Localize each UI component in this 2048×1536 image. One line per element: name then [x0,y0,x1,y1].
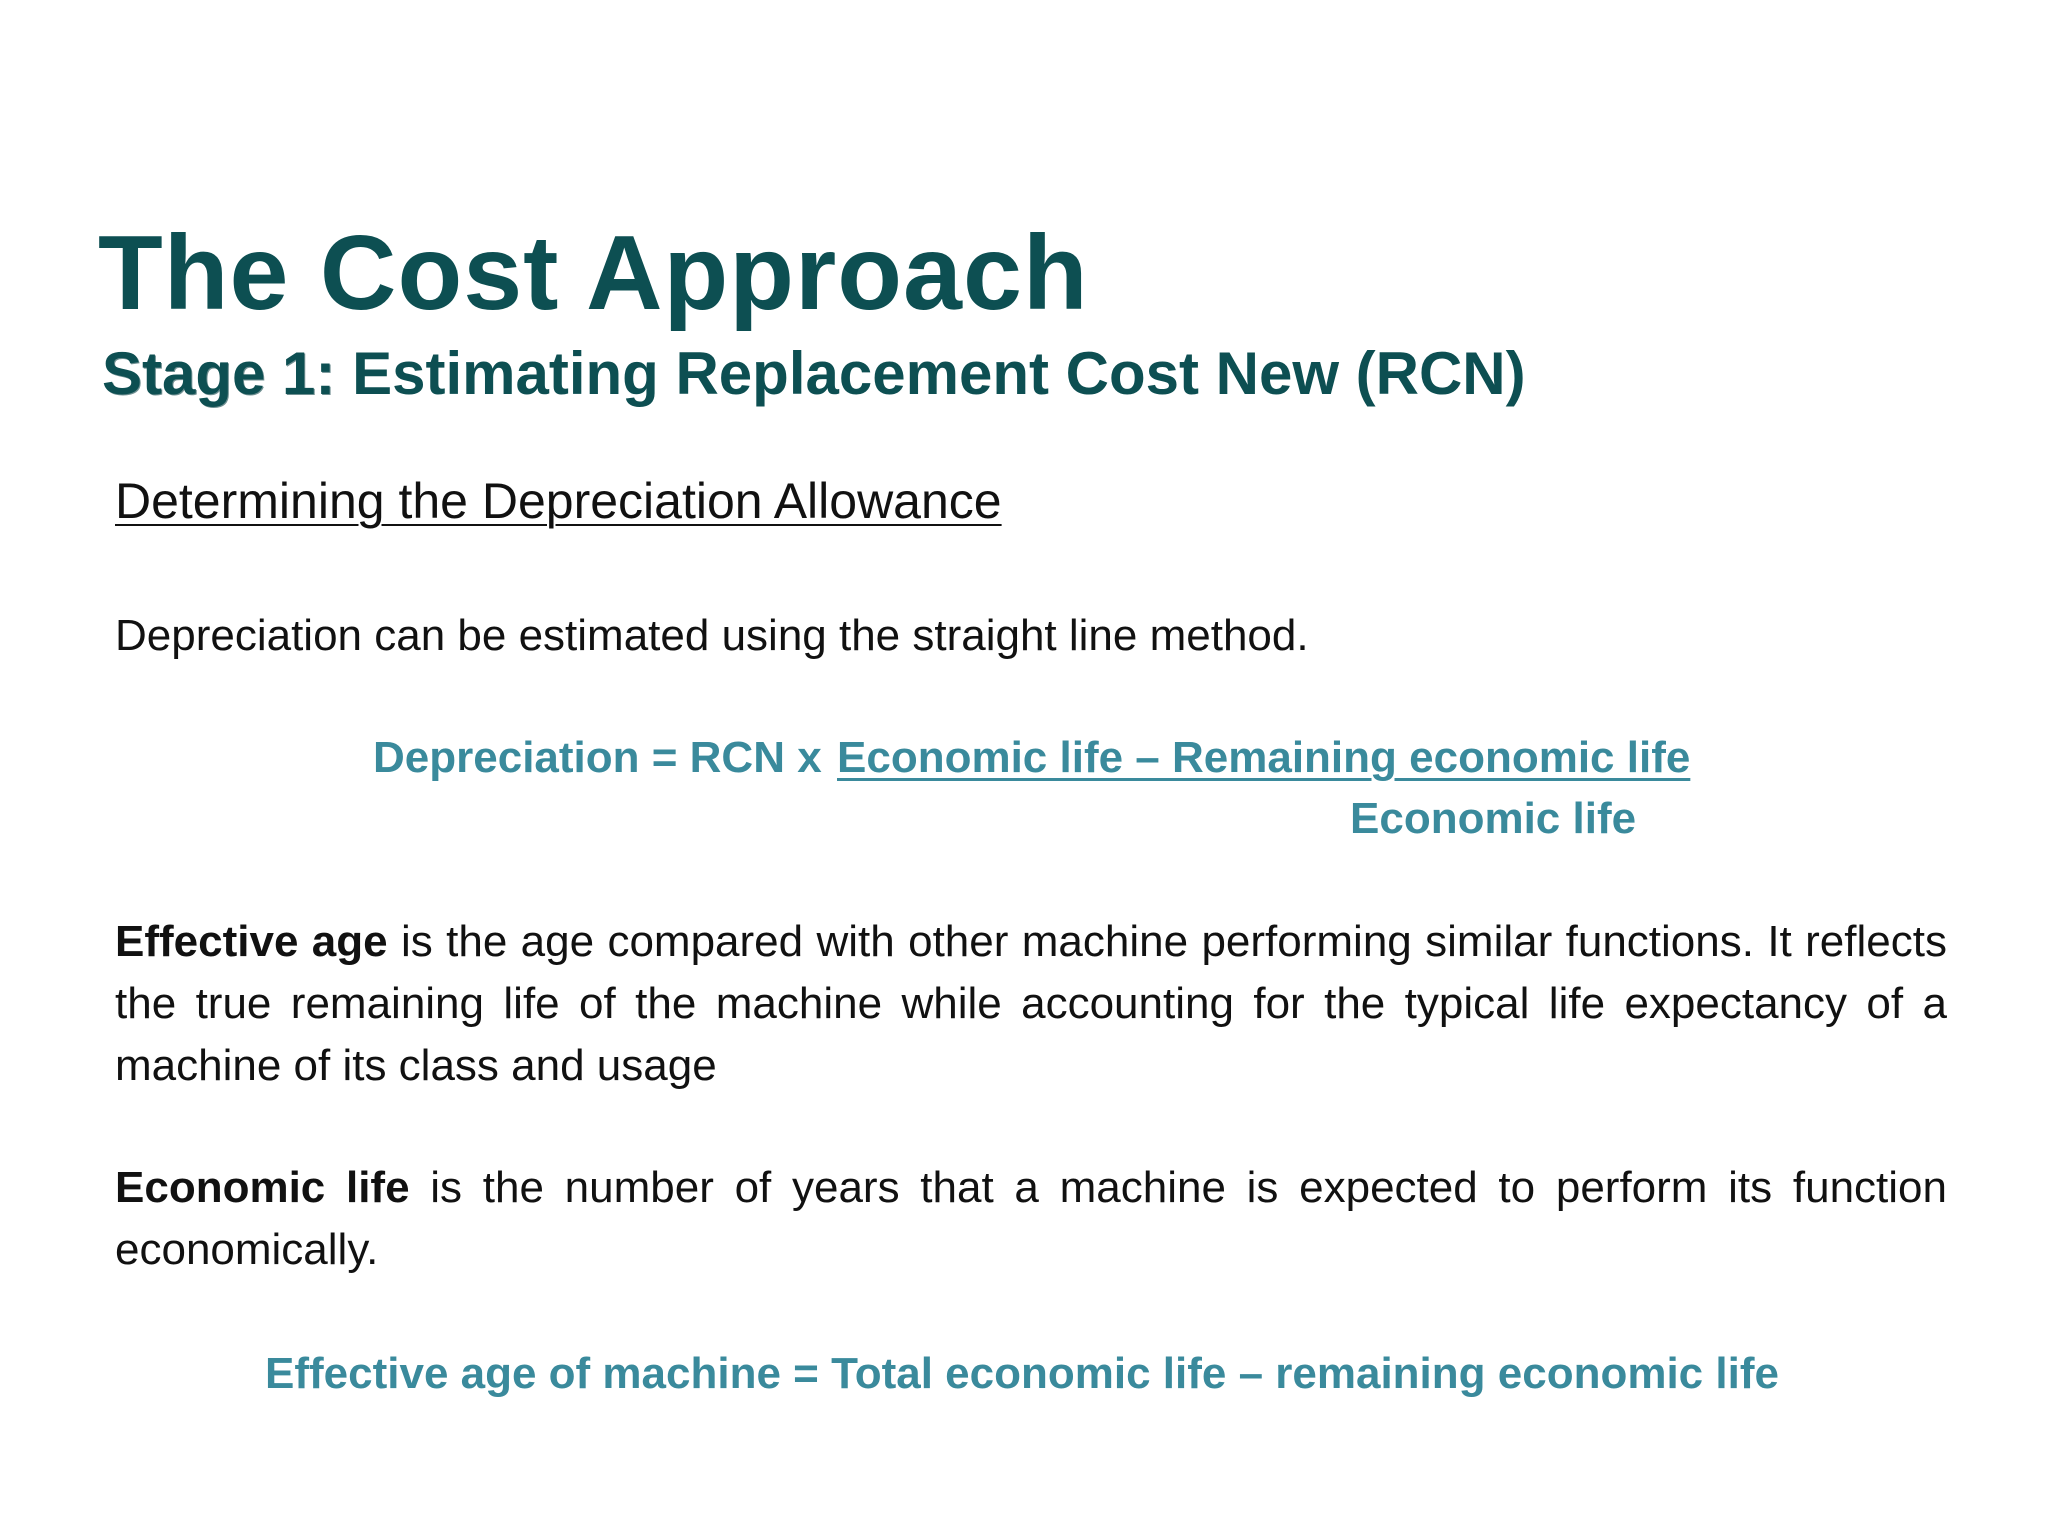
effective-age-formula: Effective age of machine = Total economic life – remaining economic life [265,1349,1779,1398]
intro-text: Depreciation can be estimated using the straight line method. [115,611,1309,660]
effective-age-definition: is the age compared with other machine performing similar functions. It reflects the true remaining life of the machine while accounting for the typical life expectancy of a machine of its class and usage [115,917,1947,1090]
economic-life-definition: is the number of years that a machine is expected to perform its function economically. [115,1163,1947,1274]
depreciation-formula-left: Depreciation = RCN x [373,733,822,782]
subtitle-stage: Stage 1: [102,340,336,407]
effective-age-term: Effective age [115,917,388,966]
subtitle-text: Estimating Replacement Cost New (RCN) [335,340,1526,407]
economic-life-paragraph [115,1157,1947,1281]
economic-life-term: Economic life [115,1163,410,1212]
depreciation-formula-denominator: Economic life [1350,794,1637,843]
slide-subtitle [102,340,1526,407]
depreciation-formula-numerator: Economic life – Remaining economic life [837,733,1691,782]
slide-title: The Cost Approach [98,214,1089,332]
effective-age-paragraph [115,911,1947,1097]
section-heading: Determining the Depreciation Allowance [115,473,1002,529]
